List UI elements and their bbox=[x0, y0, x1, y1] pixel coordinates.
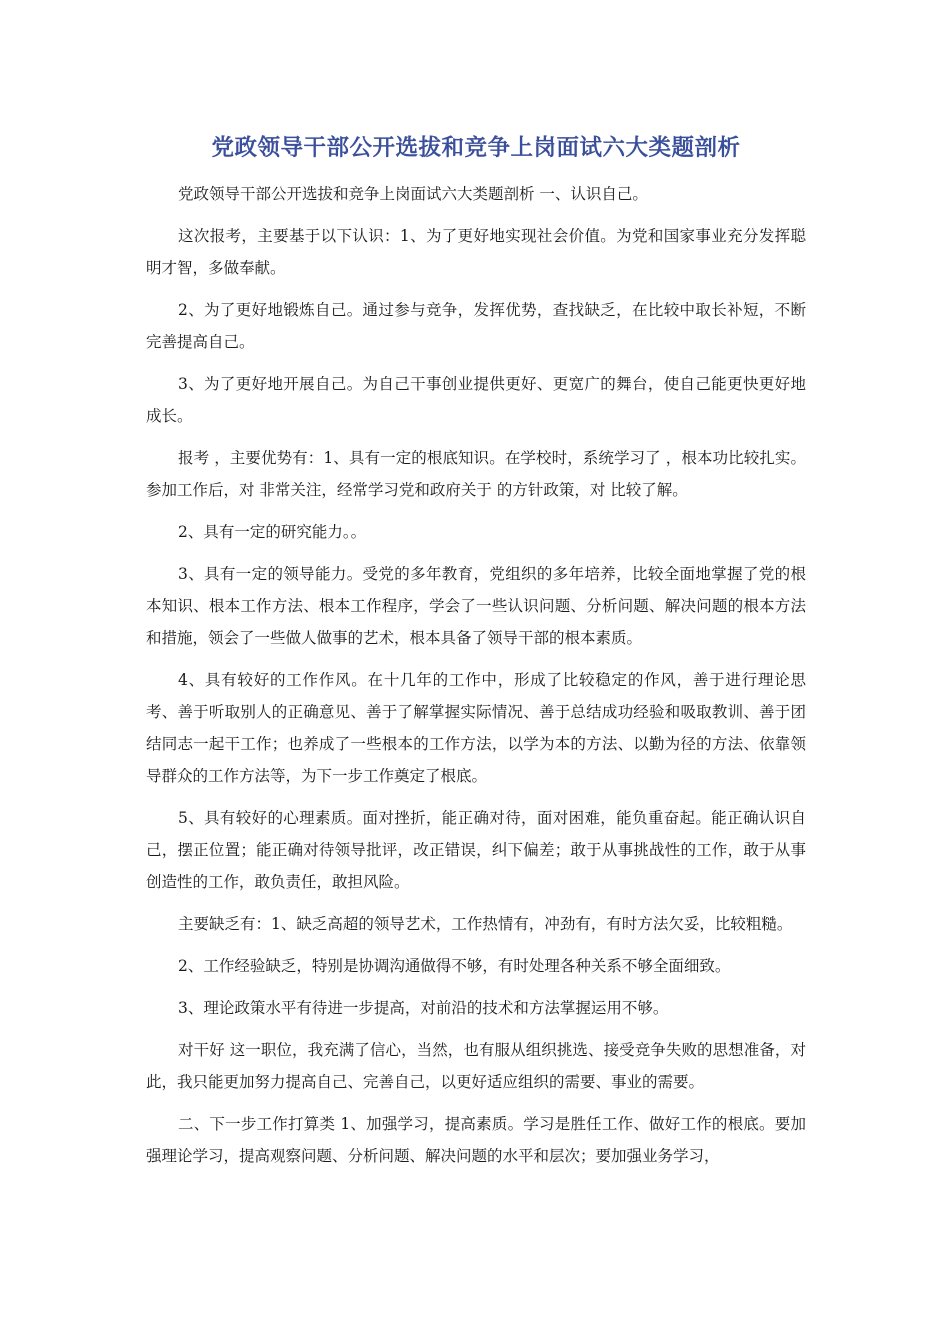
paragraph: 2、为了更好地锻炼自己。通过参与竞争，发挥优势，查找缺乏，在比较中取长补短，不断完善提高自己。 bbox=[146, 301, 806, 351]
paragraph: 2、工作经验缺乏，特别是协调沟通做得不够，有时处理各种关系不够全面细致。 bbox=[178, 957, 731, 975]
paragraph: 3、为了更好地开展自己。为自己干事创业提供更好、更宽广的舞台，使自己能更快更好地成长。 bbox=[146, 375, 806, 425]
paragraph: 3、理论政策水平有待进一步提高，对前沿的技术和方法掌握运用不够。 bbox=[178, 999, 669, 1017]
document-title: 党政领导干部公开选拔和竞争上岗面试六大类题剖析 bbox=[211, 135, 741, 161]
paragraph: 报考 ，主要优势有：1、具有一定的根底知识。在学校时，系统学习了 ，根本功比较扎实。参加工作后，对 非常关注，经常学习党和政府关于 的方针政策，对 比较了解。 bbox=[146, 449, 806, 499]
paragraph: 党政领导干部公开选拔和竞争上岗面试六大类题剖析 一、认识自己。 bbox=[178, 185, 648, 203]
paragraph: 3、具有一定的领导能力。受党的多年教育，党组织的多年培养，比较全面地掌握了党的根本知识、根本工作方法、根本工作程序，学会了一些认识问题、分析问题、解决问题的根本方法和措施，领会了一些做人做事的艺术，根本具备了领导干部的根本素质。 bbox=[146, 565, 806, 647]
paragraph: 4、具有较好的工作作风。在十几年的工作中，形成了比较稳定的作风，善于进行理论思考、善于听取别人的正确意见、善于了解掌握实际情况、善于总结成功经验和吸取教训、善于团结同志一起干工作；也养成了一些根本的工作方法，以学为本的方法、以勤为径的方法、依靠领导群众的工作方法等，为下一步工作奠定了根底。 bbox=[146, 671, 806, 785]
paragraph: 对干好 这一职位，我充满了信心，当然，也有服从组织挑选、接受竞争失败的思想准备，对此，我只能更加努力提高自己、完善自己，以更好适应组织的需要、事业的需要。 bbox=[146, 1041, 806, 1091]
document-page bbox=[146, 128, 806, 1182]
paragraph: 5、具有较好的心理素质。面对挫折，能正确对待，面对困难，能负重奋起。能正确认识自己，摆正位置；能正确对待领导批评，改正错误，纠下偏差；敢于从事挑战性的工作，敢于从事创造性的工作，敢负责任，敢担风险。 bbox=[146, 809, 806, 891]
paragraph: 这次报考，主要基于以下认识：1、为了更好地实现社会价值。为党和国家事业充分发挥聪明才智，多做奉献。 bbox=[146, 227, 806, 277]
paragraph: 主要缺乏有：1、缺乏高超的领导艺术，工作热情有，冲劲有，有时方法欠妥，比较粗糙。 bbox=[178, 915, 793, 933]
paragraph: 2、具有一定的研究能力。。 bbox=[178, 523, 367, 541]
paragraph: 二、下一步工作打算类 1、加强学习，提高素质。学习是胜任工作、做好工作的根底。要加强理论学习，提高观察问题、分析问题、解决问题的水平和层次；要加强业务学习， bbox=[146, 1115, 806, 1165]
